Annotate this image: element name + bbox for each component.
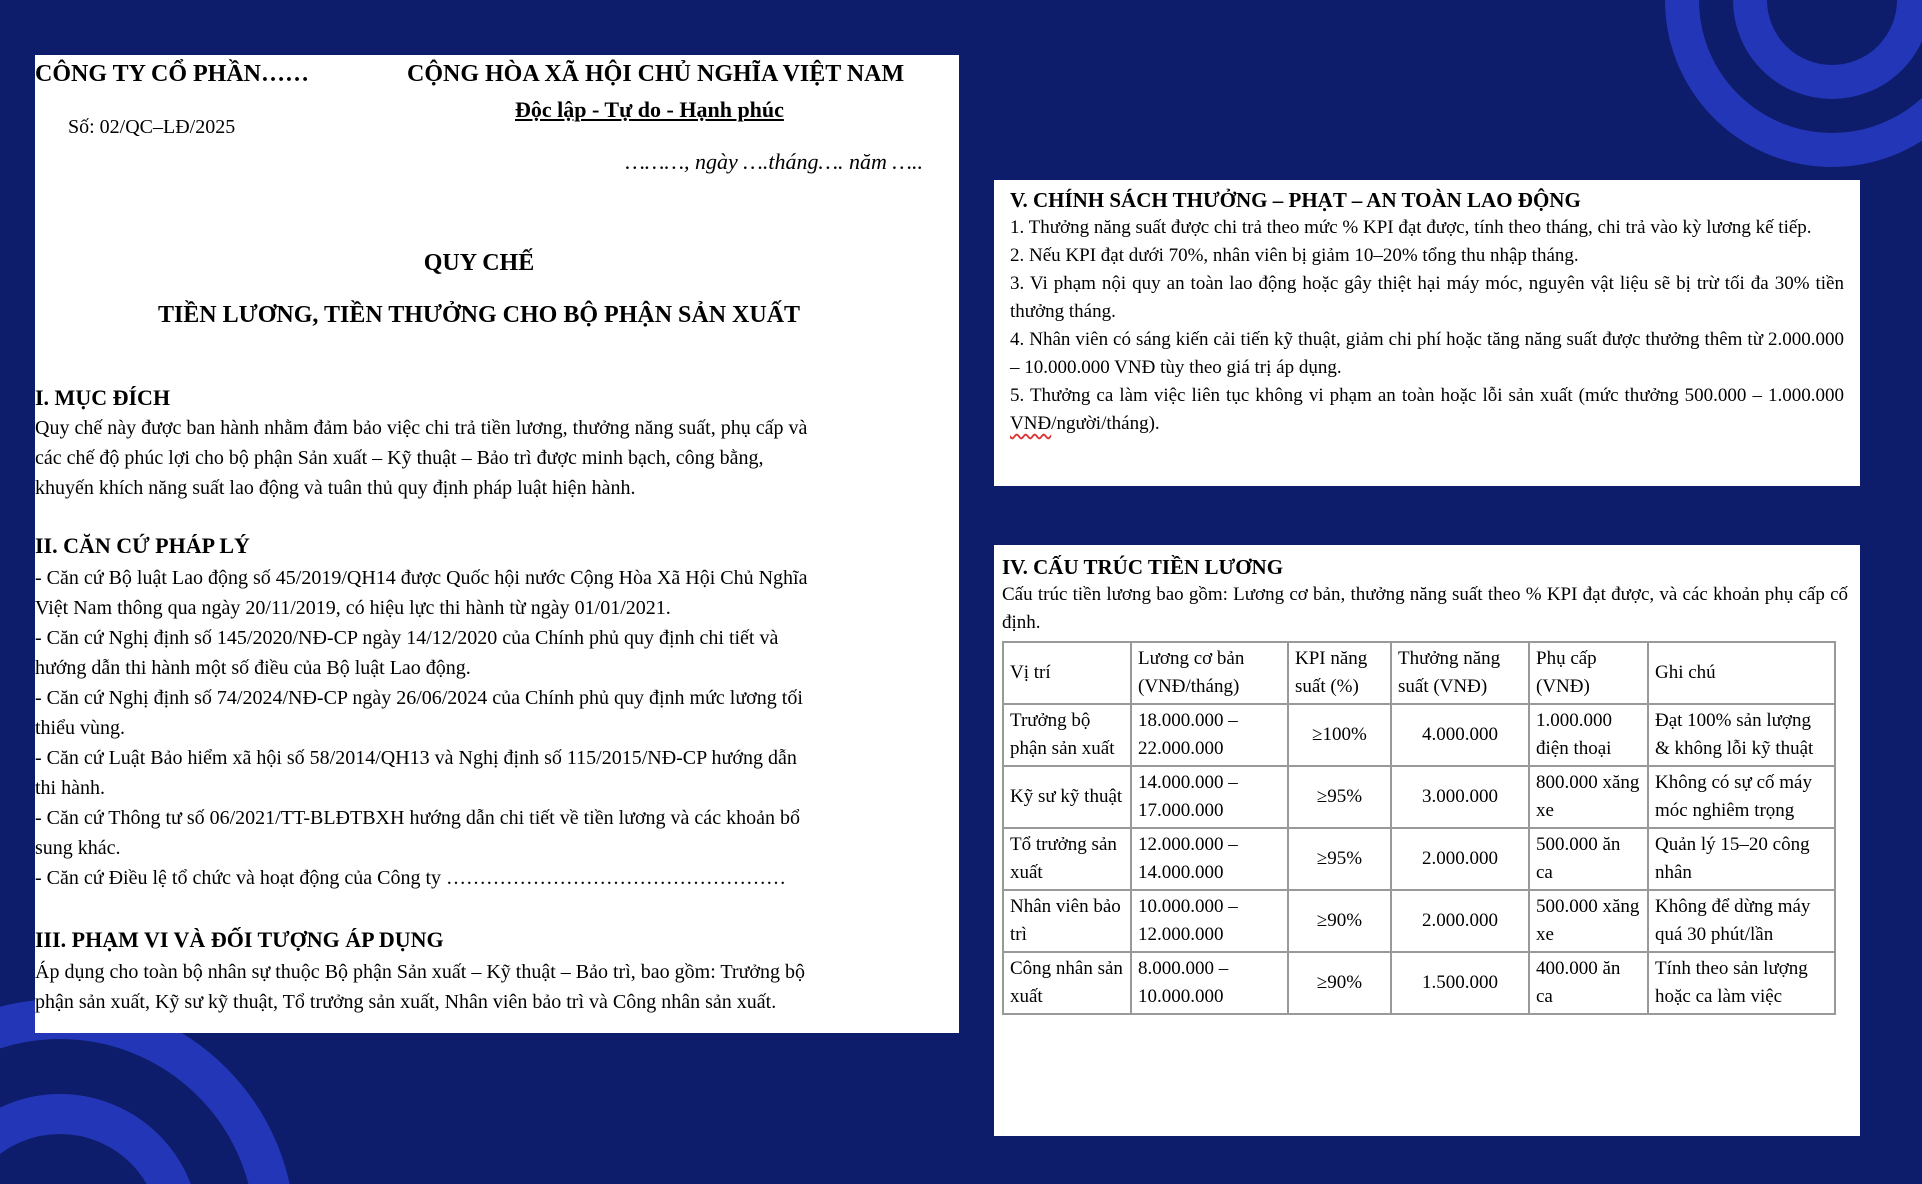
table-cell: 1.500.000 xyxy=(1391,952,1529,1014)
table-cell: 2.000.000 xyxy=(1391,828,1529,890)
table-cell: Kỹ sư kỹ thuật xyxy=(1003,766,1131,828)
document-title: QUY CHẾ xyxy=(423,250,535,276)
header-cell: Lương cơ bản (VNĐ/tháng) xyxy=(1131,642,1288,704)
decor-arcs-top-right xyxy=(1662,0,1922,180)
date-line: ………, ngày ….tháng…. năm ….. xyxy=(625,149,923,174)
section-2-line: - Căn cứ Thông tư số 06/2021/TT-BLĐTBXH hướng dẫn chi tiết về tiền lương và các khoản bổ xyxy=(35,807,800,829)
table-cell: Công nhân sản xuất xyxy=(1003,952,1131,1014)
policy-item xyxy=(1010,382,1844,438)
section-2-heading: II. CĂN CỨ PHÁP LÝ xyxy=(35,533,250,558)
section-3-body xyxy=(35,957,925,1017)
table-cell: ≥90% xyxy=(1288,952,1391,1014)
salary-heading: IV. CẤU TRÚC TIỀN LƯƠNG xyxy=(1002,555,1284,579)
policy-item-5-tail: /người/tháng). xyxy=(1051,413,1160,434)
table-cell: 4.000.000 xyxy=(1391,704,1529,766)
section-1-body xyxy=(35,413,925,503)
salary-structure-panel xyxy=(994,545,1860,1136)
salary-intro: Cấu trúc tiền lương bao gồm: Lương cơ bản, thưởng năng suất theo % KPI đạt được, và các khoản phụ cấp cố định. xyxy=(1002,584,1848,633)
section-1-line: các chế độ phúc lợi cho bộ phận Sản xuất – Kỹ thuật – Bảo trì được minh bạch, công bằng, xyxy=(35,447,764,469)
motto: Độc lập - Tự do - Hạnh phúc xyxy=(515,97,784,122)
table-cell: 18.000.000 – 22.000.000 xyxy=(1131,704,1288,766)
table-cell: 12.000.000 – 14.000.000 xyxy=(1131,828,1288,890)
section-2-line: - Căn cứ Nghị định số 145/2020/NĐ-CP ngày 14/12/2020 của Chính phủ quy định chi tiết và xyxy=(35,627,779,649)
policy-item-5-text: 5. Thưởng ca làm việc liên tục không vi phạm an toàn hoặc lỗi sản xuất (mức thưởng 500.000 – 1.000.000 xyxy=(1010,385,1844,406)
section-2-line: - Căn cứ Bộ luật Lao động số 45/2019/QH14 được Quốc hội nước Cộng Hòa Xã Hội Chủ Nghĩa xyxy=(35,567,808,589)
table-cell: Không có sự cố máy móc nghiêm trọng xyxy=(1648,766,1835,828)
table-cell: 500.000 xăng xe xyxy=(1529,890,1648,952)
section-2-line: Việt Nam thông qua ngày 20/11/2019, có hiệu lực thi hành từ ngày 01/01/2021. xyxy=(35,597,671,619)
section-2-line: - Căn cứ Điều lệ tổ chức và hoạt động của Công ty …………………………………………… xyxy=(35,867,787,889)
header-cell: Ghi chú xyxy=(1648,642,1835,704)
section-2-line: thiểu vùng. xyxy=(35,717,125,739)
policy-heading: V. CHÍNH SÁCH THƯỞNG – PHẠT – AN TOÀN LAO ĐỘNG xyxy=(1010,188,1581,212)
table-row xyxy=(1003,704,1835,766)
table-cell: Trưởng bộ phận sản xuất xyxy=(1003,704,1131,766)
header-cell: Vị trí xyxy=(1003,642,1131,704)
policy-item: 1. Thưởng năng suất được chi trả theo mức % KPI đạt được, tính theo tháng, chi trả vào kỳ lương kế tiếp. xyxy=(1010,217,1812,238)
table-cell: 1.000.000 điện thoại xyxy=(1529,704,1648,766)
table-cell: Nhân viên bảo trì xyxy=(1003,890,1131,952)
table-row xyxy=(1003,828,1835,890)
table-cell: 400.000 ăn ca xyxy=(1529,952,1648,1014)
section-2-body xyxy=(35,563,925,893)
table-cell: Đạt 100% sản lượng & không lỗi kỹ thuật xyxy=(1648,704,1835,766)
section-3-line: Áp dụng cho toàn bộ nhân sự thuộc Bộ phận Sản xuất – Kỹ thuật – Bảo trì, bao gồm: Trưởng bộ xyxy=(35,961,805,983)
reward-penalty-policy-panel xyxy=(994,180,1860,486)
table-cell: 14.000.000 – 17.000.000 xyxy=(1131,766,1288,828)
section-2-line: - Căn cứ Luật Bảo hiểm xã hội số 58/2014/QH13 và Nghị định số 115/2015/NĐ-CP hướng dẫn xyxy=(35,747,797,769)
section-2-line: hướng dẫn thi hành một số điều của Bộ luật Lao động. xyxy=(35,657,471,679)
table-header-row xyxy=(1003,642,1835,704)
table-row xyxy=(1003,890,1835,952)
policy-item: 2. Nếu KPI đạt dưới 70%, nhân viên bị giảm 10–20% tổng thu nhập tháng. xyxy=(1010,245,1579,266)
section-1-heading: I. MỤC ĐÍCH xyxy=(35,385,171,410)
table-cell: ≥95% xyxy=(1288,828,1391,890)
table-cell: 800.000 xăng xe xyxy=(1529,766,1648,828)
header-cell: Thưởng năng suất (VNĐ) xyxy=(1391,642,1529,704)
policy-item: 3. Vi phạm nội quy an toàn lao động hoặc gây thiệt hại máy móc, nguyên vật liệu sẽ bị trừ tối đa 30% tiền thưởng tháng. xyxy=(1010,273,1844,322)
regulation-document-page xyxy=(35,55,959,1033)
table-cell: ≥95% xyxy=(1288,766,1391,828)
document-subtitle: TIỀN LƯƠNG, TIỀN THƯỞNG CHO BỘ PHẬN SẢN XUẤT xyxy=(157,302,801,328)
table-cell: Tính theo sản lượng hoặc ca làm việc xyxy=(1648,952,1835,1014)
table-row xyxy=(1003,952,1835,1014)
table-cell: 500.000 ăn ca xyxy=(1529,828,1648,890)
decision-number: Số: 02/QC–LĐ/2025 xyxy=(68,116,236,138)
table-cell: 10.000.000 – 12.000.000 xyxy=(1131,890,1288,952)
table-row xyxy=(1003,766,1835,828)
section-1-line: khuyến khích năng suất lao động và tuân thủ quy định pháp luật hiện hành. xyxy=(35,477,636,499)
table-cell: 3.000.000 xyxy=(1391,766,1529,828)
table-cell: ≥100% xyxy=(1288,704,1391,766)
table-cell: Quản lý 15–20 công nhân xyxy=(1648,828,1835,890)
header-cell: Phụ cấp (VNĐ) xyxy=(1529,642,1648,704)
header-cell: KPI năng suất (%) xyxy=(1288,642,1391,704)
table-cell: 2.000.000 xyxy=(1391,890,1529,952)
section-2-line: sung khác. xyxy=(35,837,121,859)
section-3-heading: III. PHẠM VI VÀ ĐỐI TƯỢNG ÁP DỤNG xyxy=(35,927,444,952)
table-cell: Tổ trưởng sản xuất xyxy=(1003,828,1131,890)
nation-title: CỘNG HÒA XÃ HỘI CHỦ NGHĨA VIỆT NAM xyxy=(407,61,905,87)
section-1-line: Quy chế này được ban hành nhằm đảm bảo việc chi trả tiền lương, thưởng năng suất, phụ cấp và xyxy=(35,417,808,439)
table-cell: 8.000.000 – 10.000.000 xyxy=(1131,952,1288,1014)
section-2-line: thi hành. xyxy=(35,777,105,799)
section-2-line: - Căn cứ Nghị định số 74/2024/NĐ-CP ngày 26/06/2024 của Chính phủ quy định mức lương tối xyxy=(35,687,803,709)
company-name: CÔNG TY CỔ PHẦN…… xyxy=(35,61,310,87)
section-3-line: phận sản xuất, Kỹ sư kỹ thuật, Tổ trưởng sản xuất, Nhân viên bảo trì và Công nhân sản xuất. xyxy=(35,991,777,1013)
policy-item: 4. Nhân viên có sáng kiến cải tiến kỹ thuật, giảm chi phí hoặc tăng năng suất được thưởng thêm từ 2.000.000 – 10.000.000 VNĐ tùy theo giá trị áp dụng. xyxy=(1010,329,1844,378)
table-cell: ≥90% xyxy=(1288,890,1391,952)
policy-item-5-currency: VNĐ xyxy=(1010,413,1052,434)
salary-table xyxy=(1002,641,1836,1015)
table-cell: Không để dừng máy quá 30 phút/lần xyxy=(1648,890,1835,952)
